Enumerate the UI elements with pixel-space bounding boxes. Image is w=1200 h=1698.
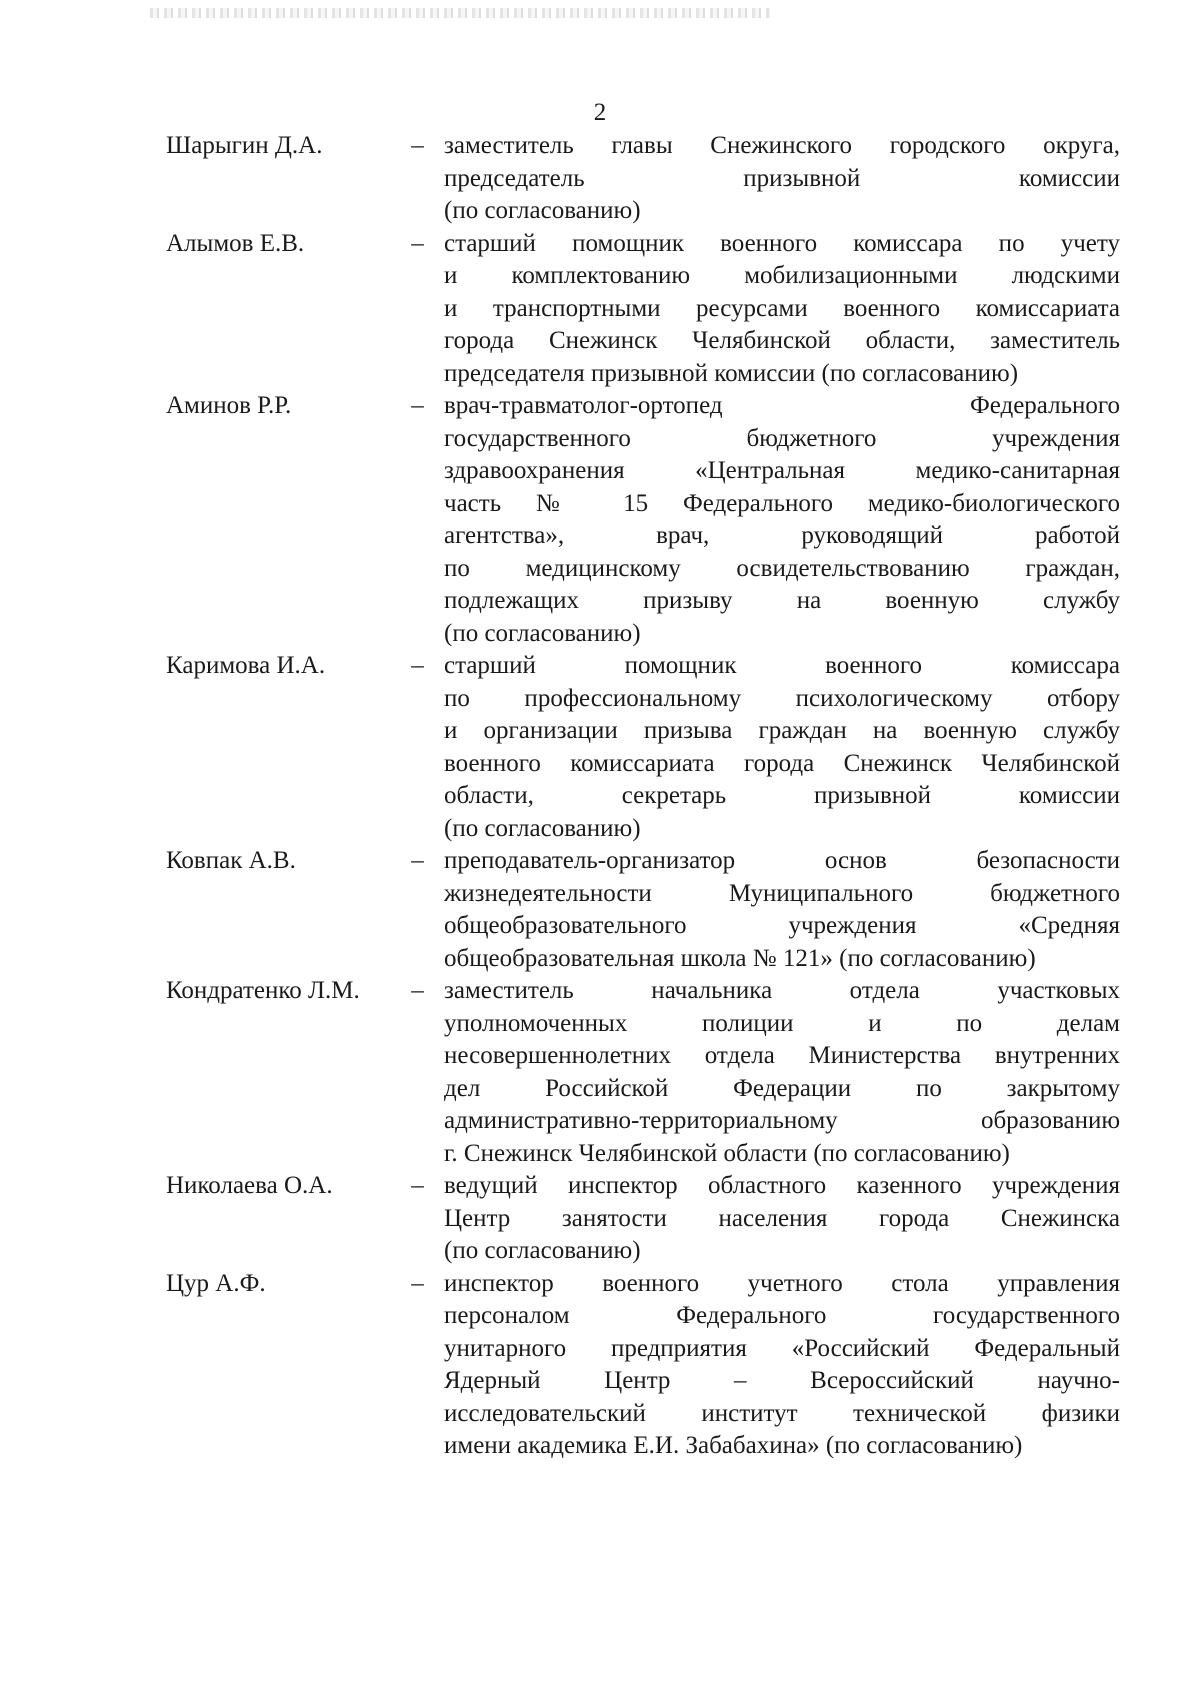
member-entry	[166, 650, 1126, 845]
member-role	[444, 1268, 1120, 1463]
member-dash: –	[411, 229, 424, 257]
member-role	[444, 1170, 1120, 1268]
member-name: Аминов Р.Р.	[166, 392, 292, 419]
member-role	[444, 228, 1120, 391]
member-role-line: жизнедеятельности Муниципального бюджетного	[444, 879, 1120, 907]
member-dash: –	[411, 1269, 424, 1297]
member-role-line: по профессиональному психологическому отбору	[444, 684, 1120, 712]
member-entry	[166, 130, 1126, 228]
member-name: Алымов Е.В.	[166, 229, 305, 257]
member-name: Ковпак А.В.	[166, 847, 296, 874]
member-role-line: преподаватель-организатор основ безопасности	[444, 847, 1120, 874]
member-role-line: заместитель главы Снежинского городского округа,	[444, 132, 1120, 159]
member-role-line: заместитель начальника отдела участковых	[444, 977, 1120, 1004]
member-role-line: старший помощник военного комиссара по учету	[444, 229, 1120, 257]
member-role-line: унитарного предприятия «Российский Федеральный	[444, 1334, 1120, 1362]
member-role-line: и транспортными ресурсами военного комиссариата	[444, 294, 1120, 322]
member-role	[444, 650, 1120, 845]
member-name: Николаева О.А.	[166, 1172, 333, 1199]
member-role-line: агентства», врач, руководящий работой	[444, 522, 1120, 549]
member-role-line: общеобразовательного учреждения «Средняя	[444, 912, 1120, 939]
member-name: Каримова И.А.	[166, 652, 326, 679]
member-role-line: Центр занятости населения города Снежинска	[444, 1204, 1120, 1232]
member-role-line: (по согласованию)	[444, 814, 641, 842]
member-role-line: г. Снежинск Челябинской области (по согласованию)	[444, 1139, 1010, 1167]
member-dash: –	[411, 977, 424, 1004]
member-role-line: общеобразовательная школа № 121» (по согласованию)	[444, 944, 1036, 972]
member-role-line: (по согласованию)	[444, 1237, 641, 1264]
member-role	[444, 975, 1120, 1170]
member-role-line: часть № 15 Федерального медико-биологического	[444, 489, 1120, 517]
member-entry	[166, 228, 1126, 391]
member-role-line: административно-территориальному образованию	[444, 1107, 1120, 1134]
member-role	[444, 390, 1120, 650]
member-role	[444, 130, 1120, 228]
member-role-line: старший помощник военного комиссара	[444, 652, 1120, 679]
member-role-line: (по согласованию)	[444, 197, 641, 224]
member-dash: –	[411, 652, 424, 679]
member-name: Шарыгин Д.А.	[166, 132, 323, 159]
member-role-line: ведущий инспектор областного казенного учреждения	[444, 1172, 1120, 1199]
member-role-line: исследовательский институт технической физики	[444, 1399, 1120, 1427]
member-entry	[166, 975, 1126, 1170]
member-role-line: подлежащих призыву на военную службу	[444, 587, 1120, 614]
member-role-line: несовершеннолетних отдела Министерства внутренних	[444, 1042, 1120, 1069]
member-role-line: имени академика Е.И. Забабахина» (по согласованию)	[444, 1432, 1023, 1459]
member-role-line: военного комиссариата города Снежинск Челябинской	[444, 749, 1120, 777]
member-role-line: персоналом Федерального государственного	[444, 1302, 1120, 1329]
member-role-line: уполномоченных полиции и по делам	[444, 1009, 1120, 1037]
member-role-line: дел Российской Федерации по закрытому	[444, 1074, 1120, 1102]
member-entry	[166, 1268, 1126, 1463]
member-role-line: здравоохранения «Центральная медико-санитарная	[444, 457, 1120, 484]
member-role-line: врач-травматолог-ортопед Федерального	[444, 392, 1120, 419]
member-role-line: председателя призывной комиссии (по согласованию)	[444, 359, 1019, 387]
member-role-line: (по согласованию)	[444, 619, 641, 647]
member-role-line: по медицинскому освидетельствованию граждан,	[444, 554, 1120, 582]
member-name: Кондратенко Л.М.	[166, 977, 360, 1004]
commission-members-list	[166, 130, 1126, 1463]
member-dash: –	[411, 392, 424, 419]
member-role-line: Ядерный Центр – Всероссийский научно-	[444, 1367, 1120, 1394]
member-role-line: инспектор военного учетного стола управления	[444, 1269, 1120, 1297]
page-number: 2	[593, 99, 607, 126]
member-dash: –	[411, 1172, 424, 1199]
member-entry	[166, 390, 1126, 650]
member-role-line: и комплектованию мобилизационными людскими	[444, 262, 1120, 289]
member-entry	[166, 845, 1126, 975]
member-role	[444, 845, 1120, 975]
member-role-line: председатель призывной комиссии	[444, 164, 1120, 192]
scan-artifact	[150, 8, 770, 18]
member-role-line: и организации призыва граждан на военную службу	[444, 717, 1120, 744]
member-name: Цур А.Ф.	[166, 1269, 266, 1297]
member-dash: –	[411, 132, 424, 159]
member-role-line: области, секретарь призывной комиссии	[444, 782, 1120, 809]
member-dash: –	[411, 847, 424, 874]
member-entry	[166, 1170, 1126, 1268]
member-role-line: государственного бюджетного учреждения	[444, 424, 1120, 452]
member-role-line: города Снежинск Челябинской области, заместитель	[444, 327, 1120, 354]
